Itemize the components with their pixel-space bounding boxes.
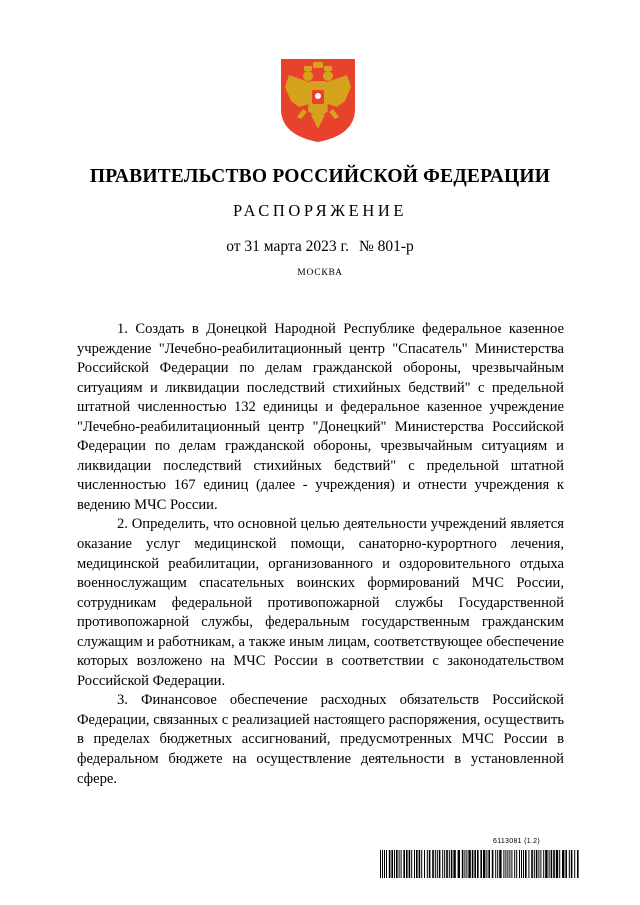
document-body (77, 320, 564, 789)
barcode-icon (380, 850, 580, 878)
paragraph-1: 1. Создать в Донецкой Народной Республике федеральное казенное учреждение "Лечебно-реабилитационный центр "Спасатель" Министерства Российской Федерации по делам гражданской обороны, чрезвычайным ситуациям и ликвидации последствий стихийных бедствий" с предельной штатной численностью 132 единицы и федеральное казенное учреждение "Лечебно-реабилитационный центр "Донецкий" Министерства Российской Федерации по делам гражданской обороны, чрезвычайным ситуациям и ликвидации последствий стихийных бедствий" с предельной штатной численностью 167 единиц (далее - учреждения) и отнести учреждения к ведению МЧС России. (77, 321, 564, 513)
document-date: от 31 марта 2023 г. (226, 238, 349, 255)
paragraph-3: 3. Финансовое обеспечение расходных обязательств Российской Федерации, связанных с реализацией настоящего распоряжения, осуществить в пределах бюджетных ассигнований, предусмотренных МЧС России в федеральном бюджете на осуществление деятельности в установленной сфере. (77, 692, 564, 787)
document-number: № 801-р (358, 238, 414, 255)
government-title: ПРАВИТЕЛЬСТВО РОССИЙСКОЙ ФЕДЕРАЦИИ (89, 166, 551, 187)
barcode-number: 6113081 (1.2) (493, 838, 540, 845)
document-date-line (0, 238, 640, 256)
city: МОСКВА (297, 268, 343, 278)
coat-of-arms-icon (279, 57, 357, 143)
paragraph-2: 2. Определить, что основной целью деятельности учреждений является оказание услуг медицинской помощи, санаторно-курортного лечения, медицинской реабилитации, организованного и оздоровительного отдыха военнослужащим спасательных воинских формирований МЧС России, сотрудникам федеральной противопожарной службы Государственной противопожарной службы, федеральным государственным гражданским служащим и работникам, а также иным лицам, соответствующее обеспечение которых возложено на МЧС России в соответствии с законодательством Российской Федерации. (77, 516, 564, 689)
document-type: РАСПОРЯЖЕНИЕ (232, 201, 408, 220)
